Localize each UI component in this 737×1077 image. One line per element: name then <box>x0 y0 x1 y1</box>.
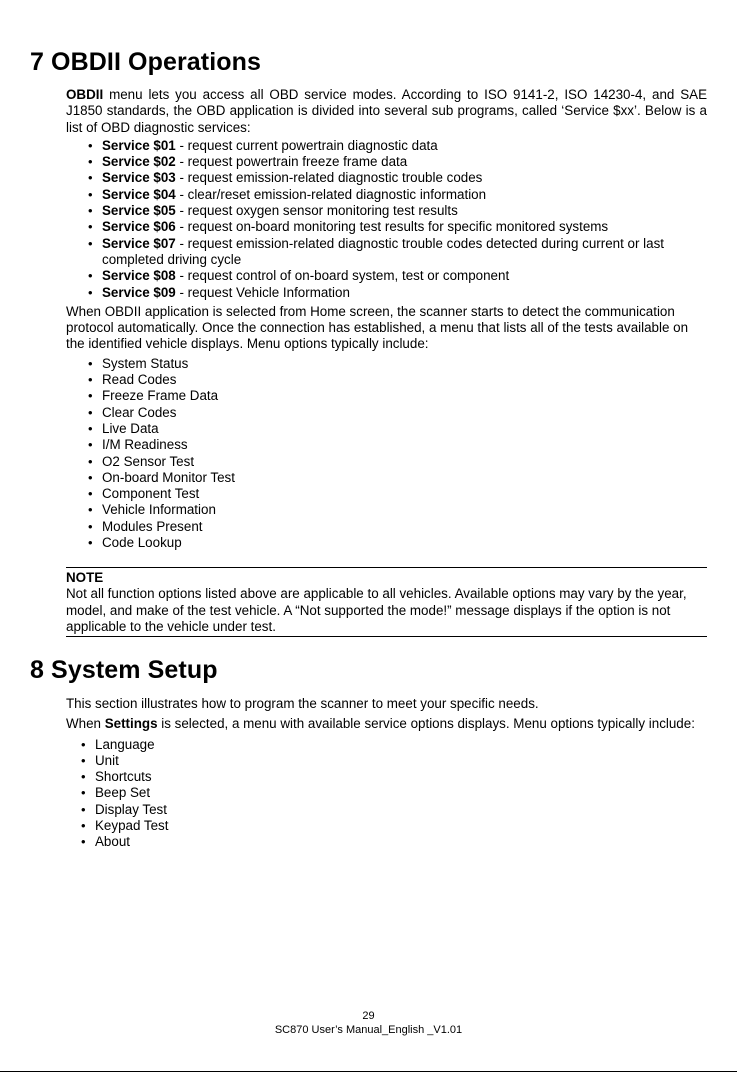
section-7-heading: 7 OBDII Operations <box>30 48 262 76</box>
service-code: Service $01 <box>102 137 176 153</box>
service-code: Service $06 <box>102 219 176 235</box>
note-text: Not all function options listed above are applicable to all vehicles. Available options may vary by the year, model, and make of the test vehicle. A “Not supported the mode!” message displays if the option is not applicable to the vehicle under test. <box>66 586 687 634</box>
service-code: Service $07 <box>102 235 176 251</box>
settings-option-item: • Unit <box>81 753 707 769</box>
obdii-term: OBDII <box>66 87 104 102</box>
service-item <box>88 138 707 154</box>
service-separator: - <box>175 170 188 186</box>
setup-intro-paragraph: This section illustrates how to program the scanner to meet your specific needs. <box>66 696 539 711</box>
obd-services-list <box>66 138 707 301</box>
service-code: Service $08 <box>102 268 176 284</box>
service-description: request current powertrain diagnostic data <box>187 137 438 153</box>
service-item <box>88 236 707 269</box>
service-item <box>88 187 707 203</box>
note-box <box>66 567 707 637</box>
service-code: Service $02 <box>102 154 176 170</box>
menu-option-item: • Component Test <box>88 486 707 502</box>
menu-option-item: • Vehicle Information <box>88 502 707 518</box>
service-separator: - <box>175 268 188 284</box>
settings-paragraph-pre: When <box>66 716 105 732</box>
service-code: Service $03 <box>102 170 176 186</box>
obd-intro-text: menu lets you access all OBD service modes. According to ISO 9141-2, ISO 14230-4, and SAE J1850 standards, the OBD application is divided into several sub programs, called ‘Service $xx’. Below is a list of OBD diagnostic services: <box>66 87 707 135</box>
page-bottom-rule <box>0 1071 737 1072</box>
settings-term: Settings <box>104 716 158 732</box>
service-description: request emission-related diagnostic trouble codes <box>187 170 483 186</box>
menu-option-item: • System Status <box>88 356 707 372</box>
settings-option-item: • Language <box>81 737 707 753</box>
menu-option-item: • O2 Sensor Test <box>88 454 707 470</box>
service-item <box>88 154 707 170</box>
menu-option-item: • Live Data <box>88 421 707 437</box>
service-separator: - <box>175 203 188 219</box>
menu-option-item: • Clear Codes <box>88 405 707 421</box>
service-separator: - <box>175 284 188 300</box>
manual-footer: SC870 User’s Manual_English _V1.01 <box>274 1024 463 1036</box>
service-description: request emission-related diagnostic trouble codes detected during current or last completed driving cycle <box>102 235 664 267</box>
service-separator: - <box>175 219 188 235</box>
service-separator: - <box>175 154 188 170</box>
service-separator: - <box>175 137 188 153</box>
menu-option-item: • Freeze Frame Data <box>88 388 707 404</box>
menu-option-item: • Code Lookup <box>88 535 707 551</box>
service-description: request on-board monitoring test results for specific monitored systems <box>187 219 609 235</box>
settings-option-item: • Display Test <box>81 802 707 818</box>
section-8-body <box>66 696 707 854</box>
service-separator: - <box>175 235 188 251</box>
service-code: Service $09 <box>102 284 176 300</box>
settings-options-list <box>66 737 707 851</box>
service-description: request oxygen sensor monitoring test results <box>187 203 458 219</box>
obd-menu-options-list <box>66 356 707 552</box>
service-item <box>88 219 707 235</box>
page-number: 29 <box>362 1010 375 1022</box>
settings-option-item: • Keypad Test <box>81 818 707 834</box>
section-7-body <box>66 87 707 554</box>
service-description: clear/reset emission-related diagnostic information <box>187 186 487 202</box>
obd-intro-paragraph <box>66 87 707 136</box>
service-code: Service $04 <box>102 186 176 202</box>
menu-option-item: • Modules Present <box>88 519 707 535</box>
settings-option-item: • About <box>81 834 707 850</box>
service-separator: - <box>175 186 188 202</box>
service-item <box>88 285 707 301</box>
menu-option-item: • Read Codes <box>88 372 707 388</box>
settings-option-item: • Shortcuts <box>81 769 707 785</box>
settings-paragraph-post: is selected, a menu with available service options displays. Menu options typically include: <box>157 716 695 732</box>
section-8-heading: 8 System Setup <box>30 656 218 684</box>
service-description: request powertrain freeze frame data <box>187 154 408 170</box>
settings-paragraph <box>66 716 707 732</box>
service-description: request control of on-board system, test or component <box>187 268 510 284</box>
settings-option-item: • Beep Set <box>81 785 707 801</box>
service-item <box>88 203 707 219</box>
menu-option-item: • On-board Monitor Test <box>88 470 707 486</box>
service-item <box>88 170 707 186</box>
menu-option-item: • I/M Readiness <box>88 437 707 453</box>
service-code: Service $05 <box>102 203 176 219</box>
note-title: NOTE <box>66 570 104 585</box>
service-description: request Vehicle Information <box>187 284 350 300</box>
obd-detect-paragraph: When OBDII application is selected from Home screen, the scanner starts to detect the communication protocol automatically. Once the connection has established, a menu that lists all of the tests available on the identified vehicle displays. Menu options typically include: <box>66 303 689 352</box>
service-item <box>88 268 707 284</box>
